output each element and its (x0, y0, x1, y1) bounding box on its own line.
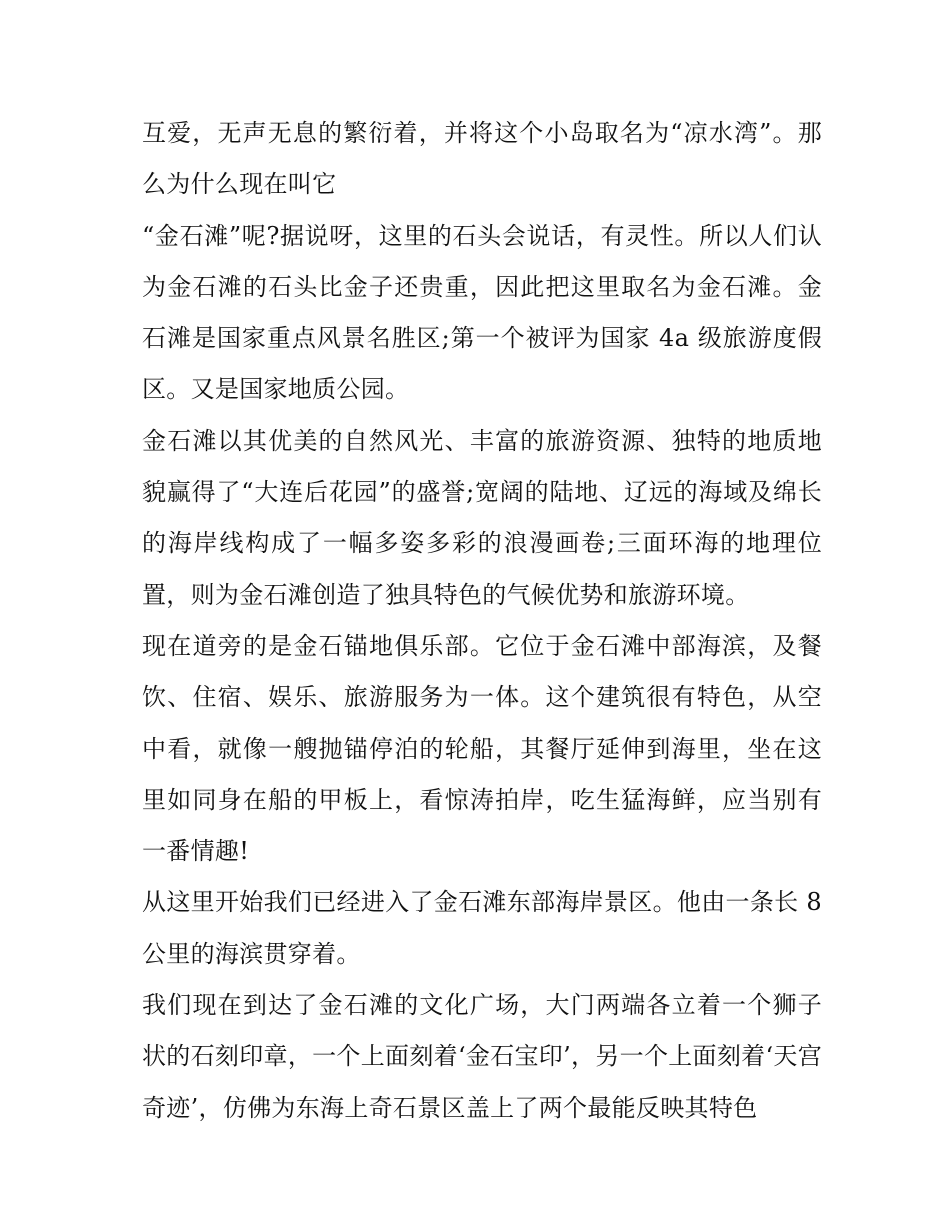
paragraph-4: 现在道旁的是金石锚地俱乐部。它位于金石滩中部海滨，及餐饮、住宿、娱乐、旅游服务为一体。这个建筑很有特色，从空中看，就像一艘抛锚停泊的轮船，其餐厅延伸到海里，坐在这里如同身在船的甲板上，看惊涛拍岸，吃生猛海鲜，应当别有一番情趣! (142, 631, 822, 866)
paragraph-3: 金石滩以其优美的自然风光、丰富的旅游资源、独特的地质地貌赢得了“大连后花园”的盛誉;宽阔的陆地、辽远的海域及绵长的海岸线构成了一幅多姿多彩的浪漫画卷;三面环海的地理位置，则为金石滩创造了独具特色的气候优势和旅游环境。 (142, 426, 822, 609)
paragraph-1: 互爱，无声无息的繁衍着，并将这个小岛取名为“凉水湾”。那么为什么现在叫它 (142, 119, 822, 199)
paragraph-2: “金石滩”呢?据说呀，这里的石头会说话，有灵性。所以人们认为金石滩的石头比金子还贵重，因此把这里取名为金石滩。金石滩是国家重点风景名胜区;第一个被评为国家 4a 级旅游度假区。又是国家地质公园。 (142, 221, 822, 404)
paragraph-6: 我们现在到达了金石滩的文化广场，大门两端各立着一个狮子状的石刻印章，一个上面刻着‘金石宝印’，另一个上面刻着‘天宫奇迹’，仿佛为东海上奇石景区盖上了两个最能反映其特色 (142, 991, 822, 1122)
paragraph-5: 从这里开始我们已经进入了金石滩东部海岸景区。他由一条长 8 公里的海滨贯穿着。 (142, 888, 822, 968)
body-text (142, 108, 822, 1134)
